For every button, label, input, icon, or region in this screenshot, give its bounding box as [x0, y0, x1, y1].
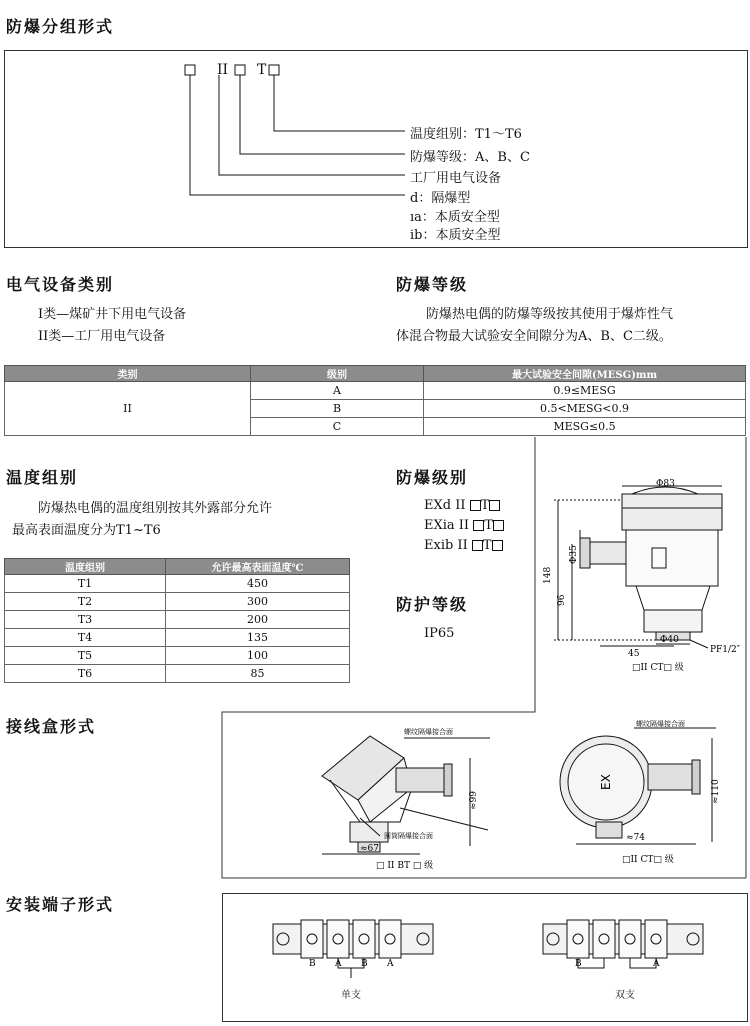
terminal-letter: A	[335, 959, 342, 969]
ct-dim-74: ≈74	[626, 833, 645, 843]
terminal-letter: B	[575, 959, 582, 969]
protection-value: IP65	[424, 626, 455, 641]
temp-value-cell: 200	[166, 611, 350, 629]
temp-value-cell: 100	[166, 647, 350, 665]
label-factory-equipment: 工厂用电气设备	[410, 171, 502, 186]
grade-cell: C	[251, 418, 424, 436]
grade-table-category: II	[5, 382, 251, 436]
ex-mark-prefix: EXia II	[424, 518, 470, 533]
grade-table-header-mesg: 最大试验安全间隙(MESG)mm	[424, 366, 746, 382]
thermocouple-side-drawing	[540, 478, 746, 706]
dim-top-45: 45	[628, 649, 640, 659]
equipment-class-line-2: II类—工厂用电气设备	[38, 329, 166, 344]
junction-box-ct-drawing	[556, 718, 736, 873]
ex-mark-label: EX	[599, 774, 613, 790]
temp-value-cell: 85	[166, 665, 350, 683]
explosion-grade-line-2: 体混合物最大试验安全间隙分为A、B、C二级。	[396, 329, 672, 344]
code-ii: II	[217, 62, 229, 78]
bt-dim-67: ≈67	[360, 844, 379, 854]
temp-group-cell: T3	[5, 611, 166, 629]
mesg-cell: 0.9≤MESG	[424, 382, 746, 400]
ct-caption: □II CT□ 级	[622, 855, 674, 865]
label-explosion-grade: 防爆等级：A、B、C	[410, 150, 530, 165]
dim-top-phi40: Φ40	[660, 635, 679, 645]
dim-top-phi83: Φ83	[656, 479, 675, 489]
temp-value-cell: 135	[166, 629, 350, 647]
temp-value-cell: 300	[166, 593, 350, 611]
dim-top-phi35: Φ35	[569, 545, 579, 564]
section-title-equipment-class: 电气设备类别	[6, 275, 115, 294]
section-title-protection: 防护等级	[396, 595, 469, 614]
temp-group-cell: T2	[5, 593, 166, 611]
ex-mark-prefix: Exib II	[424, 538, 468, 553]
ex-mark-prefix: EXd II	[424, 498, 466, 513]
equipment-class-line-1: I类—煤矿井下用电气设备	[38, 307, 187, 322]
bt-caption: □ II BT □ 级	[376, 861, 434, 871]
bt-top-note: 螺纹隔爆接合面	[404, 728, 453, 736]
mesg-cell: 0.5<MESG<0.9	[424, 400, 746, 418]
temp-table-header-temp: 允许最高表面温度℃	[166, 559, 350, 575]
section-title-terminal: 安装端子形式	[6, 895, 115, 914]
section-title-explosion-grade: 防爆等级	[396, 275, 469, 294]
dim-top-pf: PF1/2″	[710, 645, 741, 655]
section-title-junction-box: 接线盒形式	[6, 717, 97, 736]
ct-top-note: 螺纹隔爆接合面	[636, 720, 685, 728]
terminal-single-label: 单支	[341, 990, 361, 1001]
label-intrinsic-ib: ib：本质安全型	[410, 228, 501, 243]
temp-group-cell: T4	[5, 629, 166, 647]
dim-top-96: 96	[557, 594, 567, 606]
ex-mark-t: T	[484, 518, 493, 533]
grade-table-header-grade: 级别	[251, 366, 424, 382]
code-t: T	[257, 62, 267, 78]
temp-value-cell: 450	[166, 575, 350, 593]
label-flameproof: d：隔爆型	[410, 191, 471, 206]
junction-box-bt-drawing	[300, 718, 500, 873]
ex-mark-t: T	[480, 498, 490, 513]
grade-table-header-category: 类别	[5, 366, 251, 382]
section-title-temperature: 温度组别	[6, 468, 79, 487]
terminal-box	[222, 893, 748, 1022]
terminal-letter: B	[309, 959, 316, 969]
ex-mark-t: T	[482, 538, 492, 553]
label-intrinsic-ia: ıa：本质安全型	[410, 210, 500, 225]
bt-bottom-note: 圆筒隔爆接合面	[384, 832, 433, 840]
explosion-grade-line-1: 防爆热电偶的防爆等级按其使用于爆炸性气	[426, 307, 674, 322]
section-title-ex-marks: 防爆级别	[396, 468, 469, 487]
temperature-line-2: 最高表面温度分为T1~T6	[12, 523, 161, 538]
temperature-line-1: 防爆热电偶的温度组别按其外露部分允许	[38, 501, 273, 516]
dim-top-148: 148	[543, 566, 553, 584]
drawing-top-caption: □II CT□ 级	[632, 663, 684, 673]
terminal-letter: A	[653, 959, 660, 969]
mesg-cell: MESG≤0.5	[424, 418, 746, 436]
grade-cell: A	[251, 382, 424, 400]
ct-dim-110: ≈110	[711, 779, 721, 804]
temp-table-header-group: 温度组别	[5, 559, 166, 575]
temp-group-cell: T1	[5, 575, 166, 593]
grade-cell: B	[251, 400, 424, 418]
terminal-letter: B	[361, 959, 368, 969]
temp-group-cell: T6	[5, 665, 166, 683]
terminal-letter: A	[387, 959, 394, 969]
terminal-blocks-drawing	[223, 894, 747, 1021]
terminal-double-label: 双支	[615, 990, 635, 1001]
bt-dim-99: ≈99	[469, 791, 479, 810]
temp-group-cell: T5	[5, 647, 166, 665]
section-title-grouping: 防爆分组形式	[6, 17, 115, 36]
label-temperature-group: 温度组别：T1～T6	[410, 127, 522, 142]
